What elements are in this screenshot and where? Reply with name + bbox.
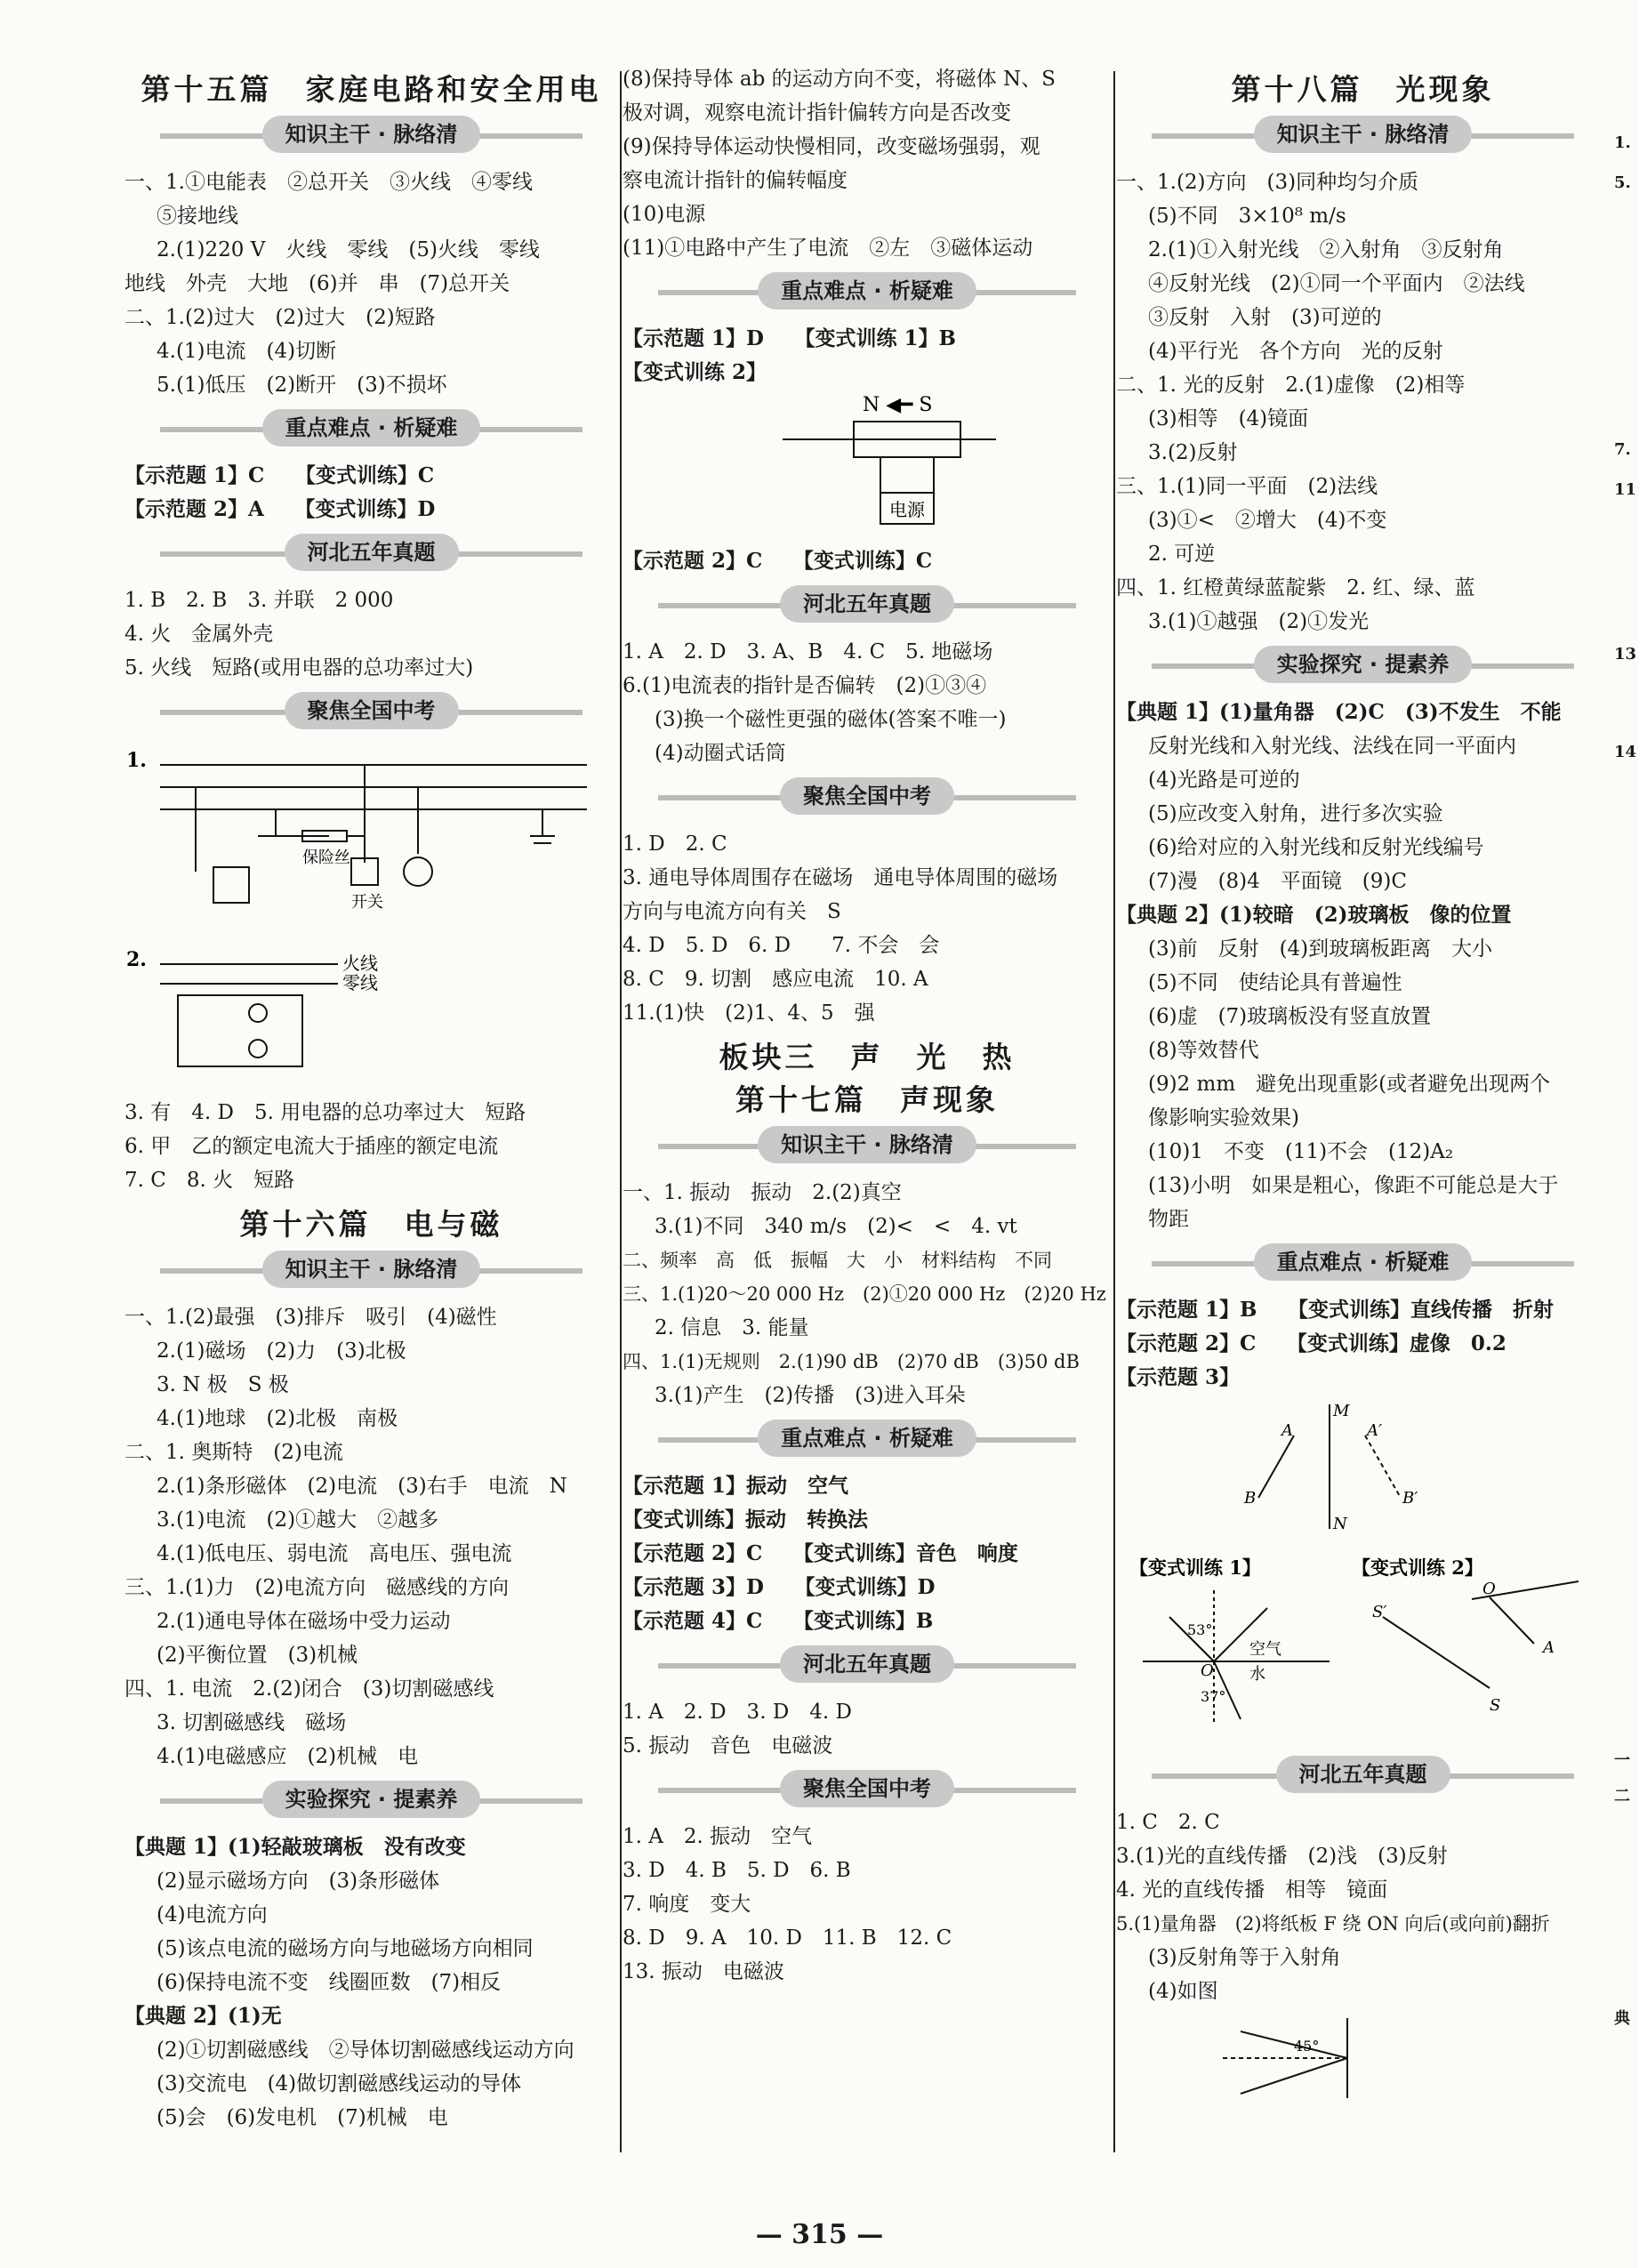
chapter-15-title: 第十五篇 家庭电路和安全用电 (141, 72, 602, 107)
edge-fragment: 14 (1614, 743, 1637, 761)
answer-line: 1. A 2. 振动 空气 (623, 1825, 813, 1848)
answer-line: 方向与电流方向有关 S (623, 900, 841, 923)
answer-line: 【示范题 1】振动 空气 (623, 1474, 849, 1498)
section-header: 知识主干 · 脉络清 (1116, 116, 1610, 157)
edge-fragment: 二 (1614, 1787, 1630, 1806)
answer-line: 3.(1)电流 (2)①越大 ②越多 (157, 1508, 439, 1532)
answer-line: 像影响实验效果) (1148, 1106, 1299, 1130)
answer-line: 4. 光的直线传播 相等 镜面 (1116, 1878, 1388, 1902)
answer-line: (3)换一个磁性更强的磁体(答案不唯一) (655, 708, 1007, 731)
answer-line: 【示范题 1】B 【变式训练】直线传播 折射 (1116, 1298, 1554, 1322)
answer-line: 1. C 2. C (1116, 1811, 1220, 1834)
answer-line: (7)漫 (8)4 平面镜 (9)C (1148, 870, 1407, 893)
answer-line: 地线 外壳 大地 (6)并 串 (7)总开关 (125, 272, 510, 295)
answer-line: 2. 可逆 (1148, 543, 1216, 566)
answer-line: 5. 振动 音色 电磁波 (623, 1734, 833, 1757)
block-3-title: 板块三 声 光 热 (719, 1040, 1016, 1074)
section-header: 聚焦全国中考 (125, 692, 618, 733)
answer-line: 8. D 9. A 10. D 11. B 12. C (623, 1926, 952, 1950)
svg-text:37°: 37° (1201, 1688, 1226, 1705)
svg-text:零线: 零线 (342, 972, 378, 993)
svg-text:A: A (1543, 1638, 1555, 1657)
answer-line: 8. C 9. 切割 感应电流 10. A (623, 968, 928, 991)
edge-fragment: 典 (1614, 2009, 1630, 2028)
answer-line: (8)保持导体 ab 的运动方向不变，将磁体 N、S (623, 68, 1056, 91)
answer-line: 1. A 2. D 3. A、B 4. C 5. 地磁场 (623, 640, 993, 664)
svg-text:空气: 空气 (1249, 1640, 1281, 1659)
answer-line: (5)不同 使结论具有普遍性 (1148, 971, 1402, 994)
svg-text:A′: A′ (1367, 1421, 1383, 1440)
svg-text:【变式训练 1】: 【变式训练 1】 (1129, 1556, 1261, 1579)
section-header: 重点难点 · 析疑难 (623, 1420, 1112, 1460)
answer-line: ④反射光线 (2)①同一个平面内 ②法线 (1148, 272, 1525, 295)
svg-text:火线: 火线 (342, 953, 378, 974)
answer-line: 一、1.①电能表 ②总开关 ③火线 ④零线 (125, 171, 533, 194)
answer-line: 6. 甲 乙的额定电流大于插座的额定电流 (125, 1135, 499, 1158)
answer-line: 一、1. 振动 振动 2.(2)真空 (623, 1181, 902, 1204)
answer-line: 3. N 极 S 极 (157, 1373, 289, 1396)
answer-line: 3. D 4. B 5. D 6. B (623, 1859, 851, 1882)
answer-line: 2.(1)条形磁体 (2)电流 (3)右手 电流 N (157, 1475, 567, 1498)
answer-line: 2.(1)①入射光线 ②入射角 ③反射角 (1148, 238, 1504, 261)
answer-line: 【示范题 4】C 【变式训练】B (623, 1609, 934, 1633)
section-header: 重点难点 · 析疑难 (125, 409, 618, 450)
answer-line: 【示范题 3】D 【变式训练】D (623, 1575, 936, 1599)
svg-text:M: M (1333, 1402, 1350, 1420)
answer-line: 二、1. 光的反射 2.(1)虚像 (2)相等 (1116, 374, 1466, 397)
section-header: 实验探究 · 提素养 (125, 1781, 618, 1822)
answer-line: 物距 (1148, 1208, 1189, 1231)
answer-line: 【典题 1】(1)量角器 (2)C (3)不发生 不能 (1116, 700, 1562, 724)
answer-line: 【变式训练 2】 (623, 360, 767, 384)
answer-line: 四、1. 电流 2.(2)闭合 (3)切割磁感线 (125, 1677, 494, 1701)
answer-line: 3. 有 4. D 5. 用电器的总功率过大 短路 (125, 1101, 526, 1124)
answer-line: 【示范题 2】A 【变式训练】D (125, 497, 436, 521)
answer-line: 4. 火 金属外壳 (125, 623, 274, 646)
edge-fragment: 13 (1614, 645, 1637, 664)
section-header: 知识主干 · 脉络清 (623, 1126, 1112, 1167)
answer-line: (5)应改变入射角，进行多次实验 (1148, 802, 1443, 825)
answer-line: 6.(1)电流表的指针是否偏转 (2)①③④ (623, 674, 987, 697)
answer-line: 2.(1)220 V 火线 零线 (5)火线 零线 (157, 238, 540, 261)
answer-line: (6)虚 (7)玻璃板没有竖直放置 (1148, 1005, 1432, 1028)
svg-text:45°: 45° (1294, 2038, 1320, 2055)
answer-line: 11.(1)快 (2)1、4、5 强 (623, 1001, 875, 1025)
answer-line: 3.(2)反射 (1148, 441, 1238, 464)
answer-line: 四、1. 红橙黄绿蓝靛紫 2. 红、绿、蓝 (1116, 576, 1475, 599)
answer-line: 3.(1)不同 340 m/s (2)< < 4. vt (655, 1215, 1017, 1238)
answer-line: 3. 切割磁感线 磁场 (157, 1711, 347, 1734)
answer-line: 三、1.(1)力 (2)电流方向 磁感线的方向 (125, 1576, 510, 1599)
answer-line: 7. 响度 变大 (623, 1893, 751, 1916)
answer-line: (3)相等 (4)镜面 (1148, 407, 1309, 430)
answer-line: 四、1.(1)无规则 2.(1)90 dB (2)70 dB (3)50 dB (623, 1351, 1080, 1372)
mirror-image-diagram (1116, 1400, 1610, 1533)
column-1 (125, 62, 618, 2135)
section-header: 知识主干 · 脉络清 (125, 1251, 618, 1291)
answer-line: (4)如图 (1148, 1980, 1218, 2003)
answer-line: 【示范题 2】C 【变式训练】虚像 0.2 (1116, 1331, 1506, 1355)
chapter-16-title: 第十六篇 电与磁 (239, 1207, 503, 1242)
refraction-and-reflection-diagrams (1116, 1555, 1610, 1733)
svg-text:B: B (1244, 1489, 1257, 1508)
answer-line: (9)2 mm 避免出现重影(或者避免出现两个 (1148, 1073, 1551, 1096)
answer-line: (4)电流方向 (157, 1903, 268, 1926)
household-circuit-diagram (125, 747, 618, 925)
answer-line: 察电流计指针的偏转幅度 (623, 169, 848, 192)
edge-fragment: 1. (1614, 133, 1631, 152)
column-divider (620, 71, 622, 2152)
edge-fragment: 7. (1614, 440, 1631, 459)
section-header: 聚焦全国中考 (623, 777, 1112, 818)
answer-line: (4)光路是可逆的 (1148, 768, 1300, 792)
motor-lamp-circuit-diagram (125, 946, 618, 1080)
answer-line: 【示范题 2】C 【变式训练】音色 响度 (623, 1541, 1018, 1565)
answer-line: 二、1. 奥斯特 (2)电流 (125, 1441, 343, 1464)
answer-line: 4. D 5. D 6. D 7. 不会 会 (623, 934, 940, 957)
svg-text:O: O (1482, 1580, 1496, 1598)
answer-line: 2.(1)磁场 (2)力 (3)北极 (157, 1339, 406, 1363)
svg-text:B′: B′ (1402, 1489, 1418, 1508)
answer-line: (2)平衡位置 (3)机械 (157, 1644, 358, 1667)
answer-line: 【示范题 2】C 【变式训练】C (623, 549, 933, 573)
answer-line: 3. 通电导体周围存在磁场 通电导体周围的磁场 (623, 866, 1058, 889)
svg-text:【变式训练 2】: 【变式训练 2】 (1352, 1556, 1483, 1579)
answer-line: (4)平行光 各个方向 光的反射 (1148, 340, 1443, 363)
answer-line: (4)动圈式话筒 (655, 742, 786, 765)
answer-line: 4.(1)电流 (4)切断 (157, 340, 337, 363)
column-divider (1113, 71, 1115, 2152)
svg-text:开关: 开关 (351, 893, 383, 912)
answer-line: (11)①电路中产生了电流 ②左 ③磁体运动 (623, 237, 1033, 260)
answer-line: 3.(1)产生 (2)传播 (3)进入耳朵 (655, 1384, 966, 1407)
edge-fragment: 11 (1614, 480, 1637, 499)
svg-text:53°: 53° (1187, 1621, 1213, 1638)
answer-line: (2)显示磁场方向 (3)条形磁体 (157, 1870, 440, 1893)
answer-line: 一、1.(2)最强 (3)排斥 吸引 (4)磁性 (125, 1306, 497, 1329)
answer-line: (10)电源 (623, 203, 706, 226)
answer-line: 5. 火线 短路(或用电器的总功率过大) (125, 656, 474, 680)
chapter-17-title: 第十七篇 声现象 (735, 1082, 999, 1117)
answer-line: (9)保持导体运动快慢相同，改变磁场强弱，观 (623, 135, 1040, 158)
answer-line: (5)该点电流的磁场方向与地磁场方向相同 (157, 1937, 534, 1960)
section-header: 河北五年真题 (1116, 1756, 1610, 1797)
answer-line: 【典题 2】(1)无 (125, 2004, 282, 2028)
section-header: 聚焦全国中考 (623, 1770, 1112, 1811)
svg-text:保险丝: 保险丝 (302, 848, 350, 867)
answer-line: (13)小明 如果是粗心，像距不可能总是大于 (1148, 1174, 1559, 1197)
answer-line: 三、1.(1)同一平面 (2)法线 (1116, 475, 1378, 498)
solenoid-diagram (623, 395, 1112, 528)
svg-text:S′: S′ (1372, 1603, 1387, 1621)
answer-line: 4.(1)低电压、弱电流 高电压、强电流 (157, 1542, 512, 1565)
svg-text:1.: 1. (126, 749, 147, 772)
answer-line: 【示范题 1】D 【变式训练 1】B (623, 326, 956, 350)
answer-line: 【示范题 1】C 【变式训练】C (125, 463, 435, 487)
answer-line: ⑤接地线 (157, 205, 238, 228)
answer-line: (8)等效替代 (1148, 1039, 1259, 1062)
answer-line: (3)反射角等于入射角 (1148, 1946, 1341, 1969)
svg-text:A: A (1281, 1421, 1293, 1440)
svg-text:O: O (1201, 1661, 1214, 1680)
section-header: 重点难点 · 析疑难 (1116, 1243, 1610, 1284)
answer-line: 三、1.(1)20～20 000 Hz (2)①20 000 Hz (2)20 Hz (623, 1283, 1106, 1305)
svg-text:N ◀━ S: N ◀━ S (863, 395, 933, 416)
answer-line: (3)①< ②增大 (4)不变 (1148, 509, 1387, 532)
answer-line: (5)会 (6)发电机 (7)机械 电 (157, 2106, 448, 2129)
answer-line: 13. 振动 电磁波 (623, 1960, 784, 1983)
answer-line: 4.(1)地球 (2)北极 南极 (157, 1407, 398, 1430)
answer-line: ③反射 入射 (3)可逆的 (1148, 306, 1382, 329)
column-2 (623, 62, 1112, 1989)
answer-line: 4.(1)电磁感应 (2)机械 电 (157, 1745, 419, 1768)
answer-line: 2. 信息 3. 能量 (655, 1316, 809, 1339)
answer-line: 二、1.(2)过大 (2)过大 (2)短路 (125, 306, 436, 329)
svg-text:S: S (1490, 1696, 1501, 1715)
chapter-18-title: 第十八篇 光现象 (1231, 72, 1495, 107)
answer-line: 极对调，观察电流计指针偏转方向是否改变 (623, 101, 1011, 125)
reflection-angle-diagram (1116, 2014, 1610, 2103)
svg-text:N: N (1333, 1515, 1347, 1533)
answer-line: 1. B 2. B 3. 并联 2 000 (125, 589, 394, 612)
answer-line: 2.(1)通电导体在磁场中受力运动 (157, 1610, 451, 1633)
answer-line: (3)前 反射 (4)到玻璃板距离 大小 (1148, 937, 1493, 961)
answer-line: (2)①切割磁感线 ②导体切割磁感线运动方向 (157, 2039, 574, 2062)
svg-text:2.: 2. (126, 948, 147, 971)
edge-fragment: 一 (1614, 1751, 1630, 1770)
answer-line: 【典题 2】(1)较暗 (2)玻璃板 像的位置 (1116, 903, 1512, 927)
answer-line: (5)不同 3×10⁸ m/s (1148, 205, 1346, 228)
answer-line: 1. D 2. C (623, 832, 727, 856)
answer-line: 3.(1)①越强 (2)①发光 (1148, 610, 1370, 633)
answer-line: (10)1 不变 (11)不会 (12)A₂ (1148, 1140, 1454, 1163)
section-header: 重点难点 · 析疑难 (623, 272, 1112, 313)
answer-line: 5.(1)低压 (2)断开 (3)不损坏 (157, 374, 447, 397)
column-3 (1116, 62, 1610, 2119)
answer-line: 3.(1)光的直线传播 (2)浅 (3)反射 (1116, 1845, 1448, 1868)
answer-line: 7. C 8. 火 短路 (125, 1169, 295, 1192)
section-header: 实验探究 · 提素养 (1116, 646, 1610, 687)
section-header: 河北五年真题 (623, 1645, 1112, 1686)
answer-line: 【变式训练】振动 转换法 (623, 1508, 868, 1532)
answer-line: (3)交流电 (4)做切割磁感线运动的导体 (157, 2072, 522, 2095)
answer-line: 【典题 1】(1)轻敲玻璃板 没有改变 (125, 1835, 466, 1859)
answer-line: (6)保持电流不变 线圈匝数 (7)相反 (157, 1971, 502, 1994)
page-number: — 315 — (755, 2219, 884, 2250)
section-header: 知识主干 · 脉络清 (125, 116, 618, 157)
answer-line: 一、1.(2)方向 (3)同种均匀介质 (1116, 171, 1419, 194)
answer-line: 反射光线和入射光线、法线在同一平面内 (1148, 735, 1516, 758)
answer-line: 1. A 2. D 3. D 4. D (623, 1701, 852, 1724)
svg-text:电源: 电源 (889, 499, 925, 520)
answer-line: 二、频率 高 低 振幅 大 小 材料结构 不同 (623, 1250, 1052, 1271)
edge-fragment: 5. (1614, 173, 1631, 192)
answer-line: (6)给对应的入射光线和反射光线编号 (1148, 836, 1484, 859)
svg-text:水: 水 (1249, 1665, 1265, 1684)
section-header: 河北五年真题 (125, 534, 618, 575)
section-header: 河北五年真题 (623, 585, 1112, 626)
answer-line: 5.(1)量角器 (2)将纸板 F 绕 ON 向后(或向前)翻折 (1116, 1913, 1550, 1934)
answer-line: 【示范题 3】 (1116, 1365, 1241, 1389)
